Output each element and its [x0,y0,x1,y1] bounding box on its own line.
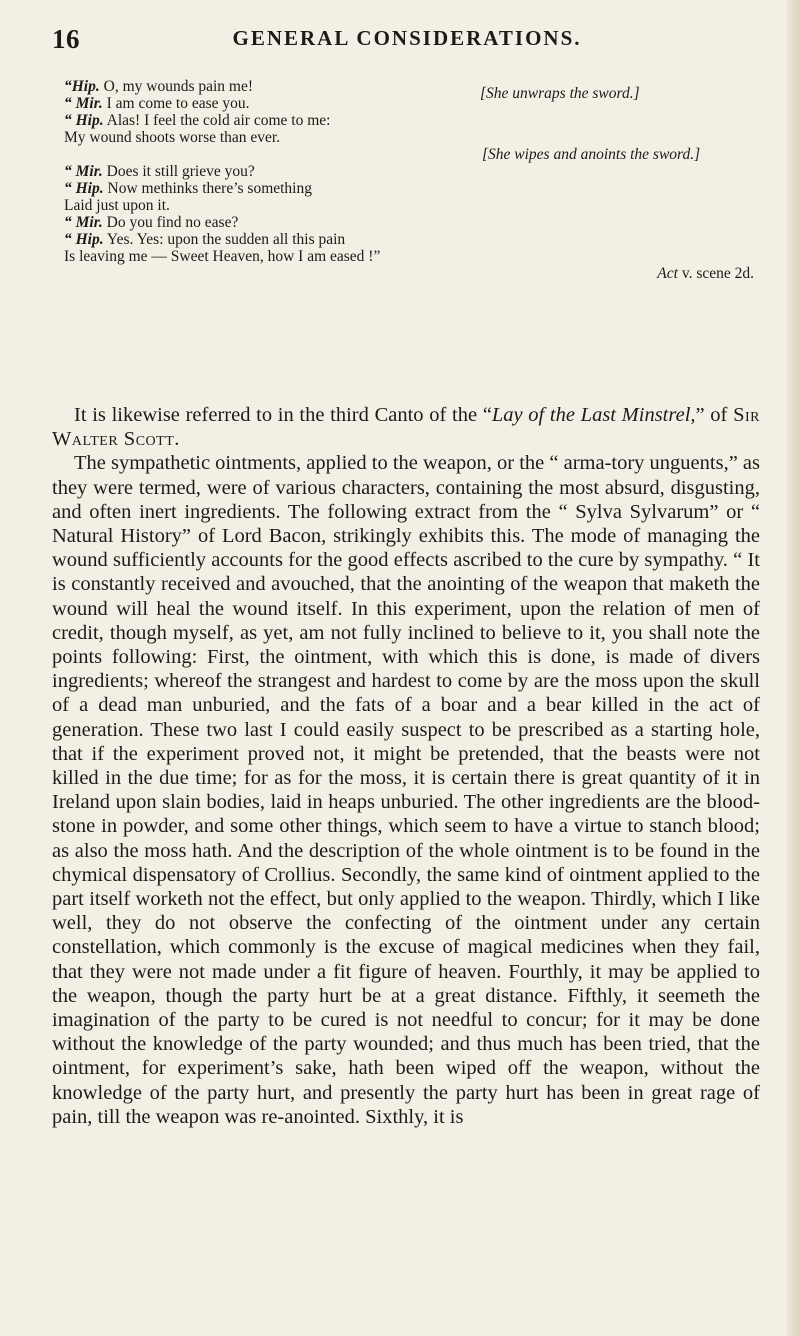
line-text: Is leaving me — Sweet Heaven, how I am eased !” [64,248,381,265]
line-text: Laid just upon it. [64,197,170,214]
line-text: Alas! I feel the cold air come to me: [103,112,331,129]
stage-direction: [She wipes and anoints the sword.] [482,146,701,163]
quote-line [64,180,764,197]
line-text: Does it still grieve you? [102,163,255,180]
line-text: Do you find no ease? [102,214,239,231]
speaker: “ Mir. [64,214,103,231]
speaker: “ Hip. [64,231,104,248]
quote-line [64,214,764,231]
quote-line [64,78,764,102]
running-head: GENERAL CONSIDERATIONS. [232,26,582,50]
citation [657,265,754,282]
line-text: My wound shoots worse than ever. [64,129,281,146]
stage-direction: [She unwraps the sword.] [480,85,640,102]
speaker: “ Mir. [64,95,103,112]
paragraph: The sympathetic ointments, applied to the weapon, or the “ arma-tory unguents,” as they were termed, were of various characters, containing the most absurd, disgusting, and often inert ingredients. The following extract from the “ Sylva Sylvarum” or “ Natural History” of Lord Bacon, strikingly exhibits this. The mode of managing the wound sufficiently accounts for the good effects ascribed to the cure by sympathy. “ It is constantly received and avouched, that the anointing of the weapon that maketh the wound will heal the wound itself. In this experiment, upon the relation of men of credit, though myself, as yet, am not fully inclined to believe to it, you shall note the points following: First, the ointment, with which this is done, is made of divers ingredients; whereof the strangest and hardest to come by are the moss upon the skull of a dead man unburied, and the fats of a boar and a bear killed in the act of generation. These two last I could easily suspect to be prescribed as a starting hole, that if the experiment proved not, it might be pretended, that the beasts were not killed in the due time; for as for the moss, it is certain there is great quantity of it in Ireland upon slain bodies, laid in heaps unburied. The other ingredients are the blood-stone in powder, and some other things, which seem to have a virtue to stanch blood; as also the moss hath. And the description of the whole ointment is to be found in the chymical dispensatory of Crollius. Secondly, the same kind of ointment applied to the part itself worketh not the effect, but only applied to the weapon. Thirdly, which I like well, they do not observe the confecting of the ointment under any certain constellation, which commonly is the excuse of magical medicines when they fail, that they were not made under a fit figure of heaven. Fourthly, it may be applied to the weapon, though the party hurt be at a great distance. Fifthly, it seemeth the imagination of the party to be cured is not needful to concur; for it may be done without the knowledge of the party wounded; and thus much has been tried, that the ointment, for experiment’s sake, hath been wiped off the weapon, without the knowledge of the party hurt, and presently the party hurt has been in great rage of pain, till the weapon was re-anointed. Sixthly, it is [52,452,760,1128]
quote-line [64,163,764,180]
quote-line [64,95,764,112]
paragraph [52,403,760,451]
quote-line [64,146,764,163]
author-name: Sir Walter Scott. [52,404,760,451]
line-text: Yes. Yes: upon the sudden all this pain [103,231,346,248]
paragraph-text: ” of [695,404,734,426]
line-text: I am come to ease you. [102,95,250,112]
page-number: 16 [52,24,80,54]
speaker: “ Hip. [64,112,104,129]
verse-quotation [64,78,764,282]
page-edge [786,0,800,1336]
line-text: Now methinks there’s something [103,180,312,197]
speaker: “ Mir. [64,163,103,180]
line-text: O, my wounds pain me! [99,78,254,95]
quote-line [64,197,764,214]
work-title: Lay of the Last Minstrel, [491,404,696,426]
quote-line [64,112,764,129]
body-text [52,403,760,1129]
citation-act: Act [657,265,678,282]
paragraph-text: It is likewise referred to in the third Canto of the “ [74,404,492,426]
speaker: “Hip. [64,78,100,95]
quote-line [64,248,764,265]
citation-line [64,265,764,282]
speaker: “ Hip. [64,180,104,197]
citation-rest: v. scene 2d. [677,265,754,282]
quote-line [64,231,764,248]
page-header [52,24,762,64]
quote-line [64,129,764,146]
